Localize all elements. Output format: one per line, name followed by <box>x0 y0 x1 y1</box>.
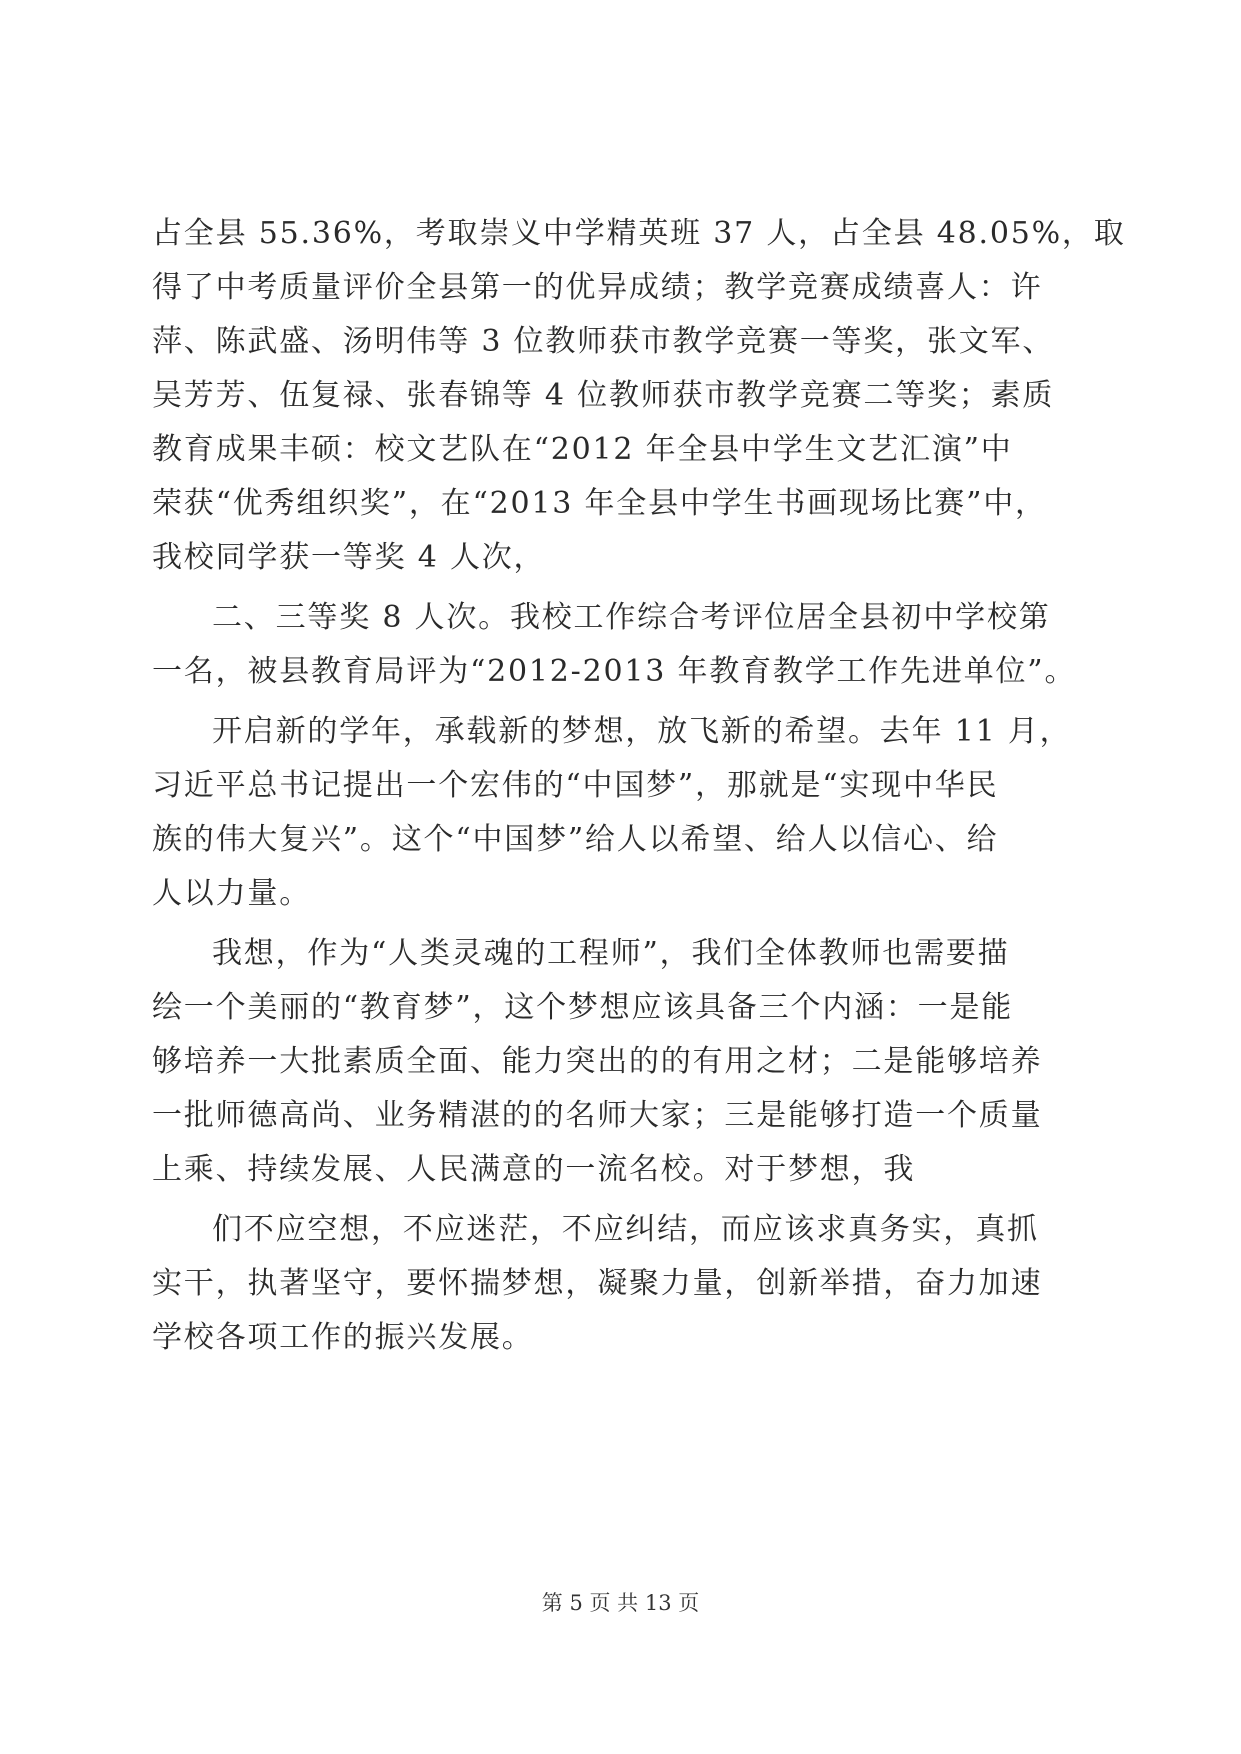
text-line: 吴芳芳、伍复禄、张春锦等 4 位教师获市教学竞赛二等奖；素质 <box>152 378 1055 413</box>
text-line: 占全县 55.36%，考取崇义中学精英班 37 人，占全县 48.05%，取 <box>152 216 1126 251</box>
paragraph-start: 开启新的学年，承载新的梦想，放飞新的希望。去年 11 月， <box>212 714 1072 749</box>
text-line: 学校各项工作的振兴发展。 <box>152 1320 534 1355</box>
text-line: 得了中考质量评价全县第一的优异成绩；教学竞赛成绩喜人：许 <box>152 270 1043 305</box>
text-line: 教育成果丰硕：校文艺队在“2012 年全县中学生文艺汇演”中 <box>152 432 1013 467</box>
text-line: 上乘、持续发展、人民满意的一流名校。对于梦想，我 <box>152 1152 916 1187</box>
paragraph-start: 二、三等奖 8 人次。我校工作综合考评位居全县初中学校第 <box>212 600 1051 635</box>
text-line: 人以力量。 <box>152 876 311 911</box>
text-line: 够培养一大批素质全面、能力突出的的有用之材；二是能够培养 <box>152 1044 1043 1079</box>
page-number-footer: 第 5 页 共 13 页 <box>541 1591 700 1615</box>
text-line: 萍、陈武盛、汤明伟等 3 位教师获市教学竞赛一等奖，张文军、 <box>152 324 1055 359</box>
paragraph-start: 我想，作为“人类灵魂的工程师”，我们全体教师也需要描 <box>212 936 1010 971</box>
text-line: 一名，被县教育局评为“2012-2013 年教育教学工作先进单位”。 <box>152 654 1077 689</box>
text-line: 习近平总书记提出一个宏伟的“中国梦”，那就是“实现中华民 <box>152 768 999 803</box>
text-line: 实干，执著坚守，要怀揣梦想，凝聚力量，创新举措，奋力加速 <box>152 1266 1043 1301</box>
text-line: 我校同学获一等奖 4 人次， <box>152 540 546 575</box>
paragraph-start: 们不应空想，不应迷茫，不应纠结，而应该求真务实，真抓 <box>212 1212 1039 1247</box>
text-line: 荣获“优秀组织奖”，在“2013 年全县中学生书画现场比赛”中， <box>152 486 1047 521</box>
text-line: 绘一个美丽的“教育梦”，这个梦想应该具备三个内涵：一是能 <box>152 990 1014 1025</box>
text-line: 族的伟大复兴”。这个“中国梦”给人以希望、给人以信心、给 <box>152 822 999 857</box>
text-line: 一批师德高尚、业务精湛的的名师大家；三是能够打造一个质量 <box>152 1098 1043 1133</box>
